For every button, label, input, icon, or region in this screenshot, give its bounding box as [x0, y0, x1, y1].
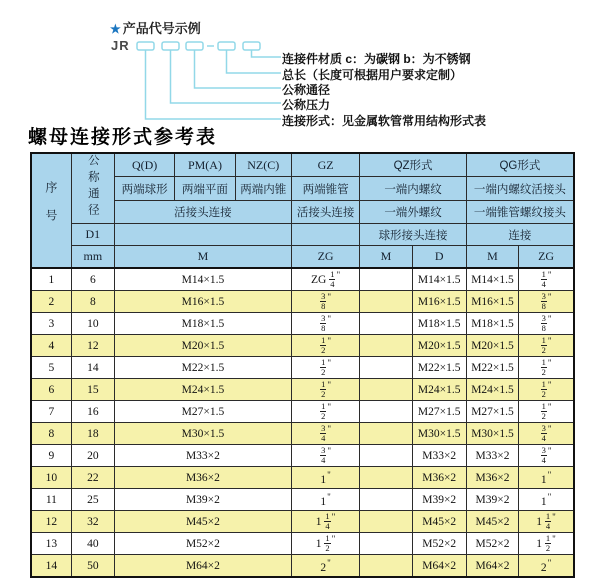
label-material: 连接件材质 c：为碳钢 b：为不锈钢	[282, 52, 471, 66]
header-ends-gz: 两端锥管	[291, 177, 359, 200]
table-row	[31, 445, 574, 467]
callout-line-form	[146, 50, 282, 119]
cell-qg-m: M52×2	[466, 533, 518, 555]
cell-dn: 25	[71, 489, 114, 511]
cell-dn: 16	[71, 401, 114, 423]
header-unit-gz: ZG	[291, 246, 359, 269]
header-form-nz: NZ(C)	[235, 153, 291, 177]
header-d1: D1	[71, 224, 114, 246]
cell-dn: 6	[71, 268, 114, 291]
cell-qg-m: M14×1.5	[466, 268, 518, 291]
cell-qz-d: M18×1.5	[412, 313, 466, 335]
header-form-gz: GZ	[291, 153, 359, 177]
cell-qg-zg: 2"	[519, 555, 574, 578]
cell-qz-m	[360, 401, 412, 423]
cell-qz-m	[360, 489, 412, 511]
cell-no: 11	[31, 489, 71, 511]
header-unit-qg-m: M	[466, 246, 518, 269]
cell-no: 7	[31, 401, 71, 423]
table-row	[31, 401, 574, 423]
cell-gz: $\frac{3}{4}$ "	[291, 423, 359, 445]
cell-qg-m: M18×1.5	[466, 313, 518, 335]
cell-gz: $\frac{1}{2}$ "	[291, 335, 359, 357]
header-conn-gz: 活接头连接	[291, 200, 359, 223]
cell-m: M24×1.5	[114, 379, 291, 401]
code-box-5	[243, 42, 260, 50]
label-form: 连接形式：见金属软管常用结构形式表	[282, 114, 487, 128]
cell-qz-m	[360, 467, 412, 489]
table-row	[31, 313, 574, 335]
header-conn-qg: 一端锥管螺纹接头	[466, 200, 574, 223]
cell-gz: $\frac{3}{8}$ "	[291, 313, 359, 335]
cell-dn: 22	[71, 467, 114, 489]
table-row	[31, 423, 574, 445]
table-row	[31, 268, 574, 291]
cell-m: M30×1.5	[114, 423, 291, 445]
cell-no: 5	[31, 357, 71, 379]
cell-no: 12	[31, 511, 71, 533]
table-row	[31, 511, 574, 533]
cell-qz-d: M20×1.5	[412, 335, 466, 357]
table-body	[31, 268, 574, 577]
reference-table	[30, 152, 575, 578]
table-row	[31, 291, 574, 313]
header-form-qz: QZ形式	[360, 153, 467, 177]
table-row	[31, 335, 574, 357]
table-row	[31, 379, 574, 401]
header-blank-gz	[291, 224, 359, 246]
table-header	[31, 153, 574, 268]
cell-qz-m	[360, 268, 412, 291]
cell-qg-zg: $\frac{1}{2}$ "	[519, 357, 574, 379]
cell-m: M14×1.5	[114, 268, 291, 291]
cell-qz-d: M22×1.5	[412, 357, 466, 379]
cell-no: 9	[31, 445, 71, 467]
header-conn-qpmnz: 活接头连接	[114, 200, 291, 223]
cell-no: 8	[31, 423, 71, 445]
label-length: 总长（长度可根据用户要求定制）	[282, 68, 463, 82]
code-box-1	[137, 42, 154, 50]
cell-m: M64×2	[114, 555, 291, 578]
cell-qg-m: M64×2	[466, 555, 518, 578]
cell-qz-m	[360, 291, 412, 313]
cell-qz-m	[360, 555, 412, 578]
cell-qz-m	[360, 379, 412, 401]
cell-m: M20×1.5	[114, 335, 291, 357]
header-ends-qz: 一端内螺纹	[360, 177, 467, 200]
cell-qz-m	[360, 335, 412, 357]
header-unit-qz-d: D	[412, 246, 466, 269]
cell-qg-m: M36×2	[466, 467, 518, 489]
cell-dn: 15	[71, 379, 114, 401]
cell-dn: 32	[71, 511, 114, 533]
cell-qg-m: M45×2	[466, 511, 518, 533]
header-ends-nz: 两端内锥	[235, 177, 291, 200]
cell-qz-d: M45×2	[412, 511, 466, 533]
label-diameter: 公称通径	[282, 83, 331, 97]
cell-gz: 2"	[291, 555, 359, 578]
cell-no: 3	[31, 313, 71, 335]
cell-gz: 1 $\frac{1}{4}$ "	[291, 511, 359, 533]
header-form-q: Q(D)	[114, 153, 174, 177]
table-row	[31, 357, 574, 379]
cell-qg-m: M30×1.5	[466, 423, 518, 445]
cell-m: M33×2	[114, 445, 291, 467]
cell-qz-d: M27×1.5	[412, 401, 466, 423]
header-dn: 公称通径	[71, 153, 114, 224]
label-pressure: 公称压力	[282, 98, 331, 112]
header-form-qg: QG形式	[466, 153, 574, 177]
cell-dn: 20	[71, 445, 114, 467]
cell-no: 14	[31, 555, 71, 578]
cell-dn: 8	[71, 291, 114, 313]
cell-qz-m	[360, 357, 412, 379]
cell-gz: $\frac{3}{4}$ "	[291, 445, 359, 467]
diagram-title	[110, 18, 201, 37]
table-row	[31, 555, 574, 578]
cell-qz-d: M30×1.5	[412, 423, 466, 445]
diagram-title-text: 产品代号示例	[122, 21, 201, 36]
cell-gz: ZG $\frac{1}{4}$ "	[291, 268, 359, 291]
header-mm: mm	[71, 246, 114, 269]
cell-m: M52×2	[114, 533, 291, 555]
cell-no: 13	[31, 533, 71, 555]
header-seq: 序号	[31, 153, 71, 268]
product-code: JR	[111, 38, 130, 53]
cell-qz-d: M16×1.5	[412, 291, 466, 313]
callout-line-diameter	[195, 50, 282, 88]
cell-qg-zg: 1 $\frac{1}{4}$ "	[519, 511, 574, 533]
header-unit-qg-zg: ZG	[519, 246, 574, 269]
cell-m: M22×1.5	[114, 357, 291, 379]
header-ends-q: 两端球形	[114, 177, 174, 200]
cell-qg-zg: 1"	[519, 489, 574, 511]
cell-qz-d: M14×1.5	[412, 268, 466, 291]
cell-dn: 12	[71, 335, 114, 357]
code-box-2	[162, 42, 179, 50]
header-conn2-qg: 连接	[466, 224, 574, 246]
cell-qg-zg: 1 $\frac{1}{2}$ "	[519, 533, 574, 555]
cell-gz: $\frac{3}{8}$ "	[291, 291, 359, 313]
cell-qz-m	[360, 511, 412, 533]
cell-qg-zg: $\frac{1}{2}$ "	[519, 335, 574, 357]
table-row	[31, 533, 574, 555]
cell-qg-zg: $\frac{1}{2}$ "	[519, 401, 574, 423]
header-ends-pm: 两端平面	[175, 177, 235, 200]
cell-no: 1	[31, 268, 71, 291]
star-icon: ★	[110, 22, 121, 36]
header-conn2-qz: 球形接头连接	[360, 224, 467, 246]
cell-gz: 1"	[291, 467, 359, 489]
cell-qg-m: M16×1.5	[466, 291, 518, 313]
table-title: 螺母连接形式参考表	[28, 127, 218, 148]
cell-qg-m: M33×2	[466, 445, 518, 467]
cell-qg-m: M39×2	[466, 489, 518, 511]
cell-m: M45×2	[114, 511, 291, 533]
header-unit-qz-m: M	[360, 246, 412, 269]
header-unit-m: M	[114, 246, 291, 269]
code-box-4	[218, 42, 235, 50]
cell-gz: $\frac{1}{2}$ "	[291, 357, 359, 379]
cell-m: M27×1.5	[114, 401, 291, 423]
cell-qg-zg: $\frac{3}{4}$ "	[519, 423, 574, 445]
code-box-3	[186, 42, 203, 50]
cell-qg-zg: $\frac{1}{4}$ "	[519, 268, 574, 291]
cell-gz: 1"	[291, 489, 359, 511]
cell-no: 6	[31, 379, 71, 401]
cell-m: M16×1.5	[114, 291, 291, 313]
cell-gz: $\frac{1}{2}$ "	[291, 379, 359, 401]
table-row	[31, 489, 574, 511]
cell-dn: 10	[71, 313, 114, 335]
cell-dn: 18	[71, 423, 114, 445]
cell-qz-m	[360, 445, 412, 467]
cell-qz-d: M39×2	[412, 489, 466, 511]
cell-qg-m: M24×1.5	[466, 379, 518, 401]
cell-qg-zg: $\frac{3}{8}$ "	[519, 291, 574, 313]
cell-qg-m: M27×1.5	[466, 401, 518, 423]
cell-no: 10	[31, 467, 71, 489]
header-blank-qpmnz	[114, 224, 291, 246]
cell-dn: 14	[71, 357, 114, 379]
cell-qz-d: M33×2	[412, 445, 466, 467]
cell-qg-zg: $\frac{3}{8}$ "	[519, 313, 574, 335]
cell-no: 2	[31, 291, 71, 313]
cell-qz-m	[360, 313, 412, 335]
cell-qz-d: M24×1.5	[412, 379, 466, 401]
header-form-pm: PM(A)	[175, 153, 235, 177]
callout-line-length	[227, 50, 282, 73]
cell-qg-zg: $\frac{1}{2}$ "	[519, 379, 574, 401]
cell-qz-d: M64×2	[412, 555, 466, 578]
table-row	[31, 467, 574, 489]
cell-no: 4	[31, 335, 71, 357]
cell-qz-d: M52×2	[412, 533, 466, 555]
cell-qz-d: M36×2	[412, 467, 466, 489]
header-conn-qz: 一端外螺纹	[360, 200, 467, 223]
cell-dn: 40	[71, 533, 114, 555]
cell-qg-m: M20×1.5	[466, 335, 518, 357]
cell-qg-zg: $\frac{3}{4}$ "	[519, 445, 574, 467]
callout-line-material	[252, 50, 282, 57]
cell-gz: 1 $\frac{1}{2}$ "	[291, 533, 359, 555]
cell-m: M36×2	[114, 467, 291, 489]
cell-m: M18×1.5	[114, 313, 291, 335]
cell-qz-m	[360, 533, 412, 555]
cell-qg-zg: 1"	[519, 467, 574, 489]
cell-m: M39×2	[114, 489, 291, 511]
header-ends-qg: 一端内螺纹活接头	[466, 177, 574, 200]
cell-qz-m	[360, 423, 412, 445]
cell-qg-m: M22×1.5	[466, 357, 518, 379]
cell-dn: 50	[71, 555, 114, 578]
cell-gz: $\frac{1}{2}$ "	[291, 401, 359, 423]
